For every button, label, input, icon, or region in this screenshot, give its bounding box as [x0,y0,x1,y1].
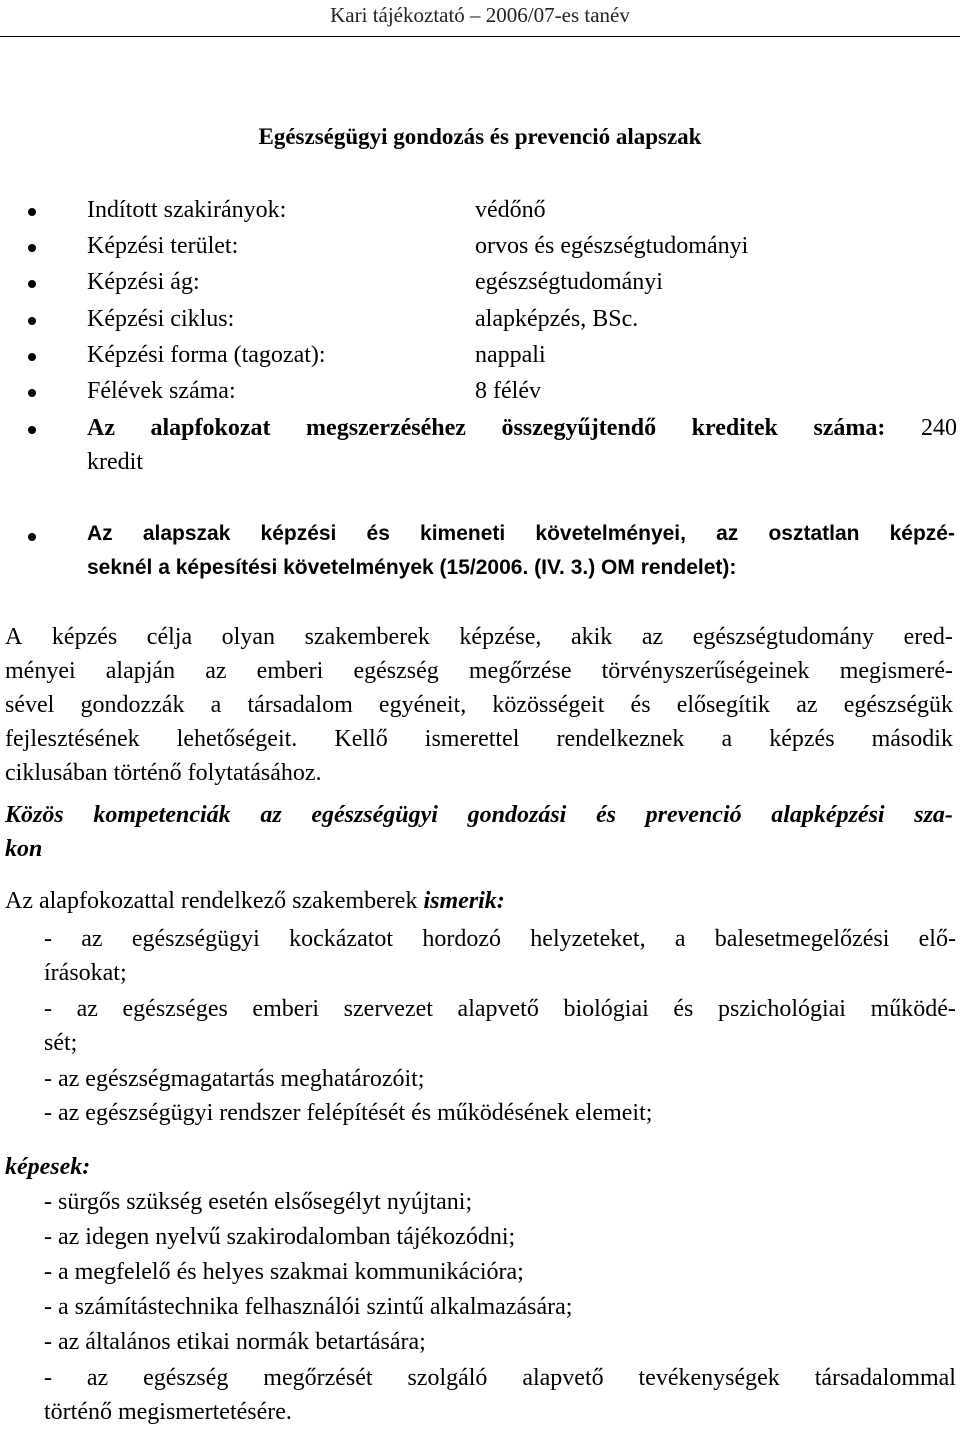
word: szakemberek [304,624,430,650]
word: Közös [5,802,64,828]
word: pszichológiai [718,996,846,1022]
info-value: egészségtudományi [475,269,663,295]
word: - [44,1365,52,1391]
word: tevékenységek [638,1365,780,1391]
info-value: 8 félév [475,378,541,404]
paragraph-line [5,688,953,722]
word: alapvető [457,996,539,1022]
bullet-icon [28,389,36,397]
paragraph-line [5,620,953,654]
knowledge-item [44,922,956,990]
knowledge-intro-emphasis: ismerik [423,888,497,914]
info-label: Képzési forma (tagozat): [87,342,326,368]
word: közösségeit [492,692,605,718]
word: emberi [256,658,324,684]
word: egészségük [843,692,953,718]
word: sza- [914,802,953,828]
competencies-heading-line-2: kon [5,836,43,862]
skills-heading: képesek: [5,1154,91,1180]
word: kockázatot [289,926,394,952]
requirements-word: alapszak [142,522,231,545]
word: társadalom [247,692,353,718]
word: gondozzák [80,692,185,718]
info-value: nappali [475,342,546,368]
credits-unit: kredit [87,449,143,475]
word: törvényszerűségeinek [601,658,810,684]
word: az [86,1365,109,1391]
word: egészségügyi [131,926,260,952]
knowledge-intro-colon: : [496,888,505,914]
word: egészségügyi [311,802,438,828]
word: egészséges [122,996,228,1022]
word: fejlesztésének [5,726,140,752]
word: képzés [51,624,118,650]
word: alapképzési [771,802,885,828]
credits-word: összegyűjtendő [501,415,657,441]
word: megőrzését [263,1365,373,1391]
word: balesetmegelőzési [714,926,890,952]
word: képzés [769,726,835,752]
word: lehetőségeit. [176,726,298,752]
competencies-heading [5,798,953,866]
word: prevenció [645,802,742,828]
knowledge-item [44,992,956,1060]
word: elősegítik [676,692,771,718]
word: szervezet [343,996,433,1022]
paragraph-line [5,654,953,688]
credits-item [87,411,957,479]
skills-item: - a megfelelő és helyes szakmai kommunikációra; [44,1259,524,1285]
word: megismeré- [839,658,953,684]
requirements-word: az [716,522,739,545]
word: elő- [918,926,956,952]
info-value: orvos és egészségtudományi [475,233,749,259]
knowledge-item: - az egészségügyi rendszer felépítését és működésének elemeit; [44,1100,653,1126]
requirements-word: követelményei, [535,522,686,545]
skills-item-line-2: történő megismertetésére. [44,1399,292,1425]
word: és [630,692,651,718]
paragraph-line [5,722,953,756]
bullet-icon [28,533,36,541]
word: az [260,802,282,828]
knowledge-intro-text: Az alapfokozattal rendelkező szakemberek [5,888,424,914]
header-divider [0,36,960,37]
word: egészségtudomány [692,624,875,650]
running-header: Kari tájékoztató – 2006/07-es tanév [330,3,630,27]
bullet-icon [28,317,36,325]
page-title: Egészségügyi gondozás és prevenció alapszak [258,124,702,149]
word: ményei [5,658,76,684]
word: a [721,726,733,752]
word: egészség [353,658,439,684]
info-value: alapképzés, BSc. [475,306,639,332]
goal-paragraph [5,620,953,790]
info-value: védőnő [475,197,546,223]
word: társadalommal [814,1365,956,1391]
word: olyan [221,624,275,650]
word: egyéneit, [378,692,467,718]
requirements-word: osztatlan [768,522,860,545]
word: képzése, [459,624,542,650]
word: emberi [252,996,320,1022]
word: A [5,624,23,650]
word: helyzeteket, [530,926,646,952]
credits-word: kreditek [691,415,778,441]
info-label: Képzési ciklus: [87,306,235,332]
knowledge-intro [5,884,505,918]
credits-word: alapfokozat [150,415,271,441]
word: a [210,692,222,718]
bullet-icon [28,353,36,361]
requirements-line-2: seknél a képesítési követelmények (15/2006. (IV. 3.) OM rendelet): [87,556,737,579]
bullet-icon [28,426,36,434]
paragraph-last-line: ciklusában történő folytatásához. [5,760,322,786]
credits-word: megszerzéséhez [306,415,466,441]
info-label: Képzési terület: [87,233,239,259]
skills-item [44,1361,956,1429]
requirements-word: Az [87,522,113,545]
requirements-word: képzési [260,522,337,545]
word: Kellő [334,726,388,752]
bullet-icon [28,244,36,252]
knowledge-item-line-2: írásokat; [44,960,127,986]
word: az [641,624,664,650]
word: szolgáló [407,1365,488,1391]
requirements-word: és [366,522,390,545]
word: hordozó [422,926,502,952]
credits-word: száma: [813,415,886,441]
word: megőrzése [468,658,572,684]
bullet-icon [28,208,36,216]
skills-item: - sürgős szükség esetén elsősegélyt nyújtani; [44,1189,473,1215]
word: az [76,996,98,1022]
requirements-word: kimeneti [420,522,506,545]
word: ered- [903,624,953,650]
word: biológiai [563,996,649,1022]
skills-item: - az általános etikai normák betartására; [44,1329,426,1355]
word: célja [146,624,193,650]
word: kompetenciák [93,802,231,828]
word: és [595,802,616,828]
word: alapján [105,658,176,684]
word: az [205,658,227,684]
word: az [81,926,103,952]
word: rendelkeznek [556,726,685,752]
info-label: Indított szakirányok: [87,197,287,223]
word: - [44,996,52,1022]
word: - [44,926,52,952]
word: egészség [143,1365,229,1391]
info-label: Félévek száma: [87,378,236,404]
word: második [871,726,953,752]
requirements-word: képzé- [889,522,955,545]
word: gondozási [467,802,567,828]
word: működé- [870,996,956,1022]
credits-word: Az [87,415,115,441]
word: sével [5,692,55,718]
word: az [796,692,818,718]
requirements-heading [87,517,955,585]
bullet-icon [28,280,36,288]
knowledge-item: - az egészségmagatartás meghatározóit; [44,1066,425,1092]
word: akik [570,624,613,650]
credits-value: 240 [920,415,957,441]
knowledge-item-line-2: sét; [44,1030,78,1056]
word: ismerettel [424,726,520,752]
skills-item: - a számítástechnika felhasználói szintű alkalmazására; [44,1294,573,1320]
word: alapvető [522,1365,604,1391]
info-label: Képzési ág: [87,269,200,295]
skills-item: - az idegen nyelvű szakirodalomban tájékozódni; [44,1224,516,1250]
word: a [674,926,686,952]
word: és [673,996,694,1022]
